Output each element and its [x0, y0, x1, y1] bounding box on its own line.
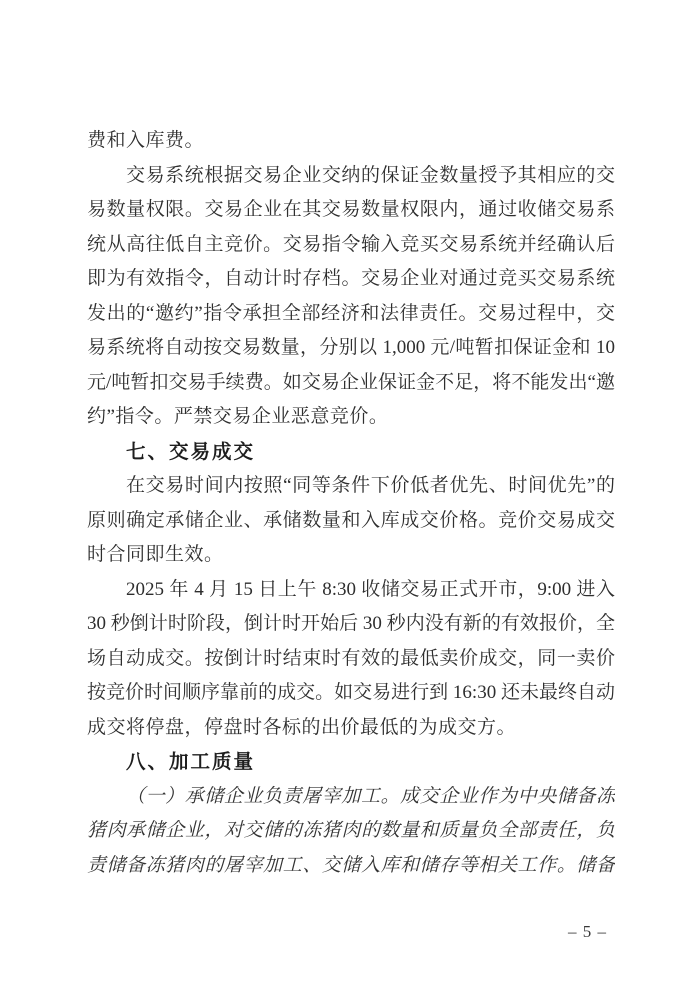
- section-heading: 七、交易成交: [126, 440, 256, 463]
- text-line: 统从高往低自主竞价。交易指令输入竞买交易系统并经确认后: [87, 233, 615, 255]
- text-line: 即为有效指令，自动计时存档。交易企业对通过竞买交易系统: [87, 268, 615, 289]
- text-line: 元/吨暂扣交易手续费。如交易企业保证金不足，将不能发出“邀: [87, 371, 615, 393]
- text-line: 2025 年 4 月 15 日上午 8:30 收储交易正式开市，9:00 进入: [126, 578, 615, 600]
- text-line: 交易系统根据交易企业交纳的保证金数量授予其相应的交: [126, 164, 615, 186]
- page-number: – 5 –: [568, 922, 607, 941]
- text-line: 猪肉承储企业，对交储的冻猪肉的数量和质量负全部责任，负: [87, 820, 615, 841]
- text-line: 场自动成交。按倒计时结束时有效的最低卖价成交，同一卖价: [87, 647, 615, 669]
- text-line: 按竞价时间顺序靠前的成交。如交易进行到 16:30 还未最终自动: [87, 682, 615, 703]
- text-line: 责储备冻猪肉的屠宰加工、交储入库和储存等相关工作。储备: [87, 854, 615, 876]
- text-line: （一）承储企业负责屠宰加工。成交企业作为中央储备冻: [126, 785, 615, 807]
- text-line: 费和入库费。: [87, 130, 205, 151]
- text-line: 易系统将自动按交易数量，分别以 1,000 元/吨暂扣保证金和 10: [87, 337, 615, 358]
- document-body: [87, 124, 615, 883]
- section-heading: 八、加工质量: [126, 751, 256, 773]
- text-line: 时合同即生效。: [87, 544, 224, 565]
- text-line: 易数量权限。交易企业在其交易数量权限内，通过收储交易系: [87, 199, 615, 220]
- text-line: 发出的“邀约”指令承担全部经济和法律责任。交易过程中，交: [87, 302, 615, 324]
- text-line: 原则确定承储企业、承储数量和入库成交价格。竞价交易成交: [87, 509, 615, 531]
- text-line: 约”指令。严禁交易企业恶意竞价。: [87, 406, 389, 427]
- text-line: 成交将停盘，停盘时各标的出价最低的为成交方。: [87, 716, 517, 738]
- text-line: 30 秒倒计时阶段，倒计时开始后 30 秒内没有新的有效报价，全: [87, 613, 615, 634]
- text-line: 在交易时间内按照“同等条件下价低者优先、时间优先”的: [126, 475, 615, 496]
